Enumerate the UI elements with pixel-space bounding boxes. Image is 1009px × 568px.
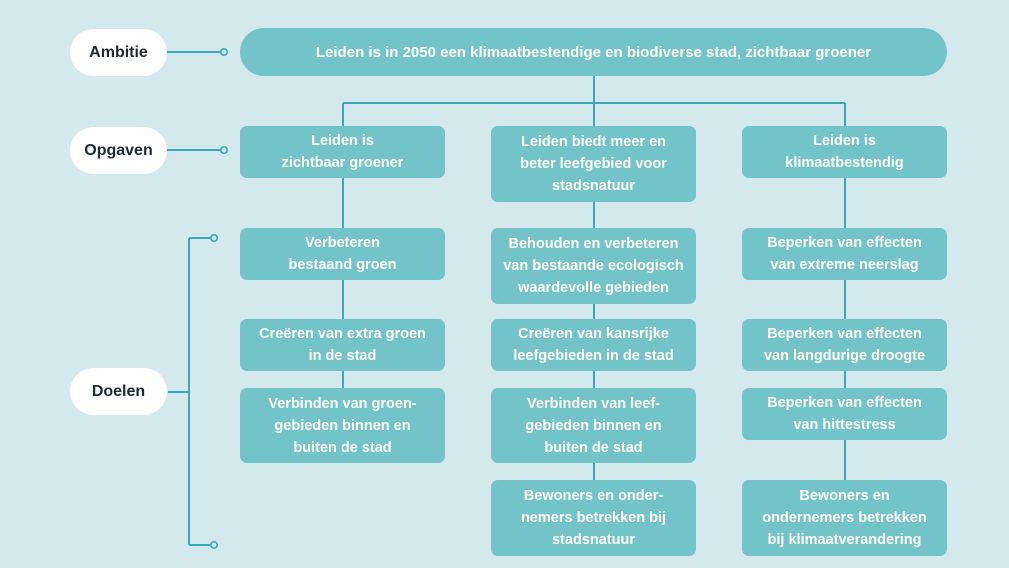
box-line: Leiden is xyxy=(311,133,374,149)
doel-box xyxy=(240,388,445,463)
box-line: in de stad xyxy=(308,348,377,364)
opgave-box xyxy=(491,126,696,202)
box-line: stadsnatuur xyxy=(551,532,635,548)
doel-box xyxy=(491,480,696,556)
label-opgaven xyxy=(70,127,167,174)
doel-box xyxy=(240,228,445,280)
doel-box xyxy=(742,319,947,371)
box-line: bij klimaatverandering xyxy=(767,532,922,548)
ambition-text: Leiden is in 2050 een klimaatbestendige en biodiverse stad, zichtbaar groener xyxy=(315,43,872,61)
doel-box xyxy=(742,228,947,280)
box-line: van langdurige droogte xyxy=(763,348,926,364)
box-line: Behouden en verbeteren xyxy=(508,236,679,252)
doel-box xyxy=(491,388,696,463)
label-doelen-text: Doelen xyxy=(91,382,146,400)
box-line: Verbeteren xyxy=(305,235,380,251)
box-line: gebieden binnen en xyxy=(525,417,662,434)
box-line: Leiden is xyxy=(813,133,876,149)
box-line: ondernemers betrekken xyxy=(762,510,927,526)
box-line: beter leefgebied voor xyxy=(520,156,667,172)
box-line: gebieden binnen en xyxy=(274,417,411,434)
opgave-box xyxy=(240,126,445,178)
label-opgaven-text: Opgaven xyxy=(84,141,153,159)
doel-box xyxy=(742,480,947,556)
box-line: van extreme neerslag xyxy=(770,257,919,273)
box-line: buiten de stad xyxy=(293,439,392,456)
label-ambitie xyxy=(70,29,167,76)
box-line: van hittestress xyxy=(793,417,896,433)
box-line: buiten de stad xyxy=(544,439,643,456)
box-line: Beperken van effecten xyxy=(767,235,922,251)
box-line: Bewoners en xyxy=(799,488,890,504)
box-line: bestaand groen xyxy=(288,257,397,273)
doel-box xyxy=(491,228,696,304)
box-line: Verbinden van leef- xyxy=(527,395,660,412)
ambition-box xyxy=(240,28,947,76)
box-line: Verbinden van groen- xyxy=(268,395,417,412)
box-line: waardevolle gebieden xyxy=(518,280,669,296)
box-line: Beperken van effecten xyxy=(767,395,922,411)
box-line: van bestaande ecologisch xyxy=(503,258,684,274)
box-line: Bewoners en onder- xyxy=(523,488,664,504)
doel-box xyxy=(240,319,445,371)
box-line: stadsnatuur xyxy=(552,178,635,194)
label-doelen xyxy=(70,368,167,415)
box-line: leefgebieden in de stad xyxy=(513,348,674,364)
doel-box xyxy=(491,319,696,371)
doel-box xyxy=(742,388,947,440)
opgave-box xyxy=(742,126,947,178)
box-line: klimaatbestendig xyxy=(785,155,904,171)
box-line: Beperken van effecten xyxy=(767,326,922,342)
box-line: Creëren van extra groen xyxy=(259,326,426,342)
box-line: Leiden biedt meer en xyxy=(520,134,667,150)
box-line: Creëren van kansrijke xyxy=(518,326,669,342)
label-ambitie-text: Ambitie xyxy=(89,43,148,61)
box-line: zichtbaar groener xyxy=(281,155,404,171)
box-line: nemers betrekken bij xyxy=(520,510,667,526)
